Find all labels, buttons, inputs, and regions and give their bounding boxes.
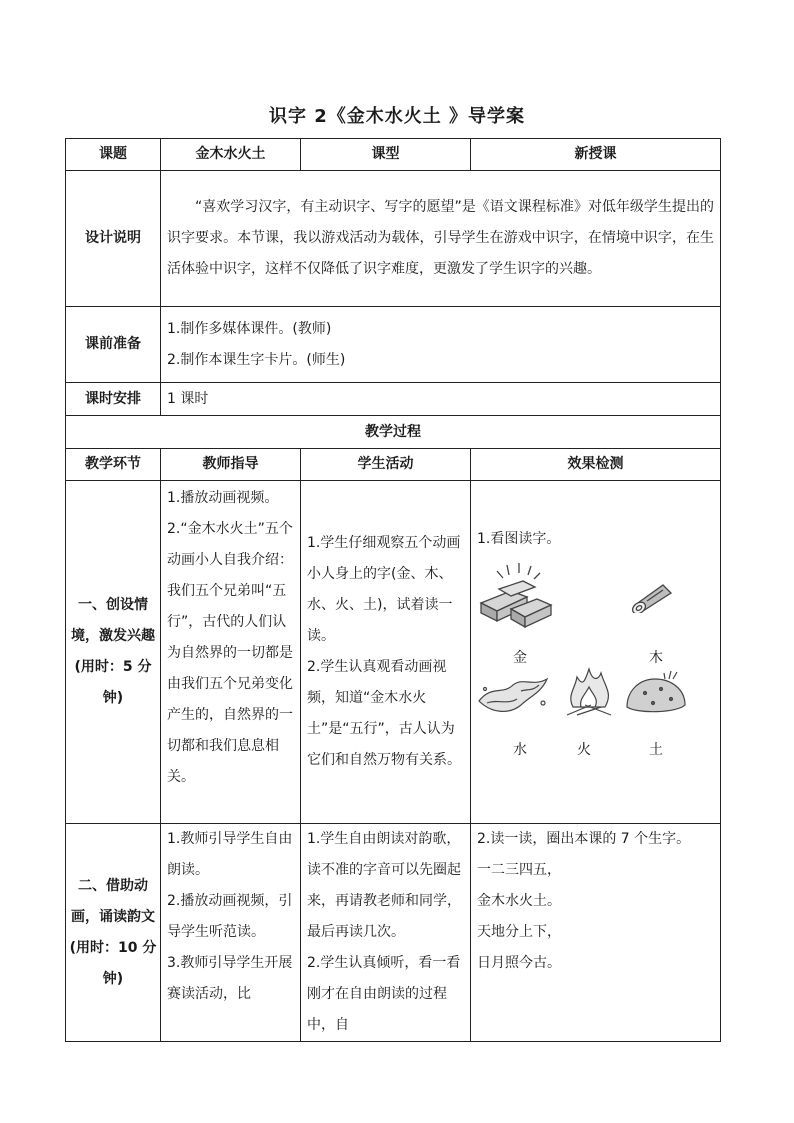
process-heading-row: [66, 416, 721, 449]
stage-name: 一、创设情境，激发兴趣(用时：5 分钟): [66, 481, 161, 824]
teacher-guidance: [161, 824, 301, 1042]
student-step: 1.学生仔细观察五个动画小人身上的字(金、木、水、火、土)，试着读一读。: [307, 535, 461, 644]
design-label: 设计说明: [66, 171, 161, 307]
stage-name: 二、借助动画，诵读韵文(用时：10 分钟): [66, 824, 161, 1042]
gold-bars-icon: [477, 563, 557, 631]
element-label-water: 水: [513, 742, 527, 758]
prep-row: [66, 307, 721, 383]
type-label: 课型: [301, 139, 471, 171]
schedule-row: [66, 383, 721, 416]
effect-check: [471, 481, 721, 824]
element-label-soil: 土: [649, 742, 663, 758]
topic-label: 课题: [66, 139, 161, 171]
topic-row: [66, 139, 721, 171]
column-header: 学生活动: [301, 449, 471, 481]
lesson-plan-table: [65, 138, 721, 1042]
element-label-gold: 金: [513, 650, 527, 666]
column-header: 效果检测: [471, 449, 721, 481]
teacher-guidance: [161, 481, 301, 824]
page-title: 识字 2《金木水火土 》导学案: [268, 106, 526, 127]
type-value: 新授课: [471, 139, 721, 171]
student-step: 2.学生认真倾听，看一看刚才在自由朗读的过程中，自: [307, 955, 461, 1033]
student-step: 2.学生认真观看动画视频，知道“金木水火土”是“五行”，古人认为它们和自然万物有关系。: [307, 659, 461, 768]
process-header-row: [66, 449, 721, 481]
prep-item: 2.制作本课生字卡片。(师生): [167, 351, 346, 368]
column-header: 教学环节: [66, 449, 161, 481]
soil-pile-icon: [625, 667, 687, 715]
schedule-label: 课时安排: [66, 383, 161, 416]
check-line: 2.读一读，圈出本课的 7 个生字。: [477, 831, 691, 847]
prep-label: 课前准备: [66, 307, 161, 383]
column-header: 教师指导: [161, 449, 301, 481]
student-activity: [301, 481, 471, 824]
teacher-step: 3.教师引导学生开展赛读活动，比: [167, 955, 293, 1002]
prep-list: [161, 307, 721, 383]
water-splash-icon: [477, 673, 551, 717]
wood-log-icon: [627, 579, 677, 613]
student-activity: [301, 824, 471, 1042]
element-pictures: [477, 555, 714, 780]
process-heading: 教学过程: [66, 416, 721, 449]
check-line: 天地分上下，: [477, 924, 561, 940]
element-label-wood: 木: [649, 650, 663, 666]
teacher-step: 2.“金木水火土”五个动画小人自我介绍：我们五个兄弟叫“五行”，古代的人们认为自然界的一切都是由我们五个兄弟变化产生的，自然界的一切都和我们息息相关。: [167, 521, 293, 785]
design-row: [66, 171, 721, 307]
stage-row: [66, 481, 721, 824]
fire-icon: [563, 667, 615, 717]
check-line: 金木水火土。: [477, 893, 561, 909]
effect-check: [471, 824, 721, 1042]
student-step: 1.学生自由朗读对韵歌，读不准的字音可以先圈起来，再请教老师和同学，最后再读几次。: [307, 831, 461, 940]
teacher-step: 1.教师引导学生自由朗读。: [167, 831, 293, 878]
prep-item: 1.制作多媒体课件。(教师): [167, 320, 332, 337]
stage-row: [66, 824, 721, 1042]
schedule-value: 1 课时: [161, 383, 721, 416]
element-label-fire: 火: [577, 742, 591, 758]
design-text: “喜欢学习汉字，有主动识字、写字的愿望”是《语文课程标准》对低年级学生提出的识字要求。本节课，我以游戏活动为载体，引导学生在游戏中识字，在情境中识字，在生活体验中识字，这样不仅降低了识字难度，更激发了学生识字的兴趣。: [161, 171, 721, 307]
teacher-step: 1.播放动画视频。: [167, 490, 279, 506]
check-title: 1.看图读字。: [477, 531, 561, 547]
teacher-step: 2.播放动画视频，引导学生听范读。: [167, 893, 293, 940]
check-line: 日月照今古。: [477, 955, 561, 971]
check-line: 一二三四五，: [477, 862, 561, 878]
topic-value: 金木水火土: [161, 139, 301, 171]
